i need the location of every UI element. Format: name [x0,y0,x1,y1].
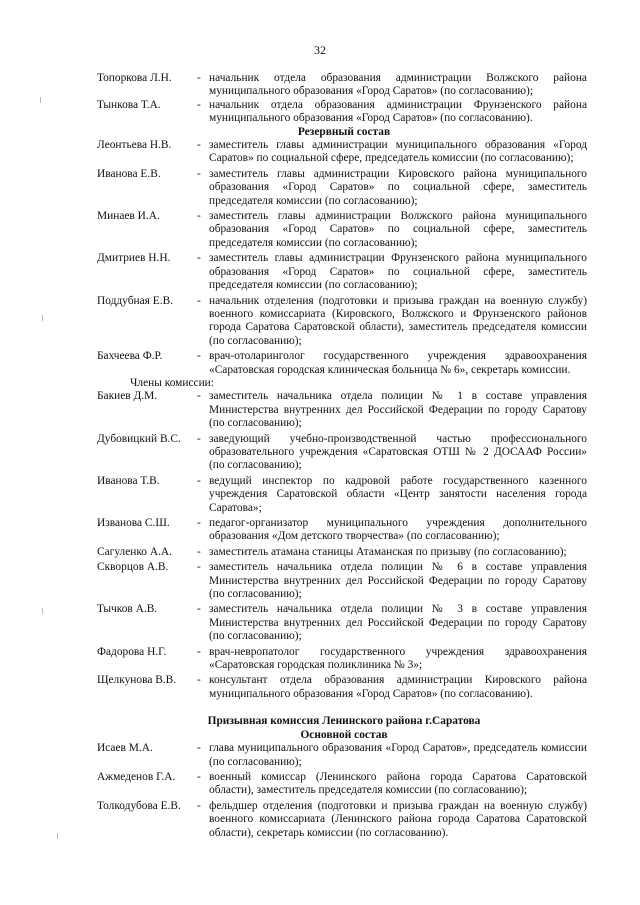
member-position: консультант отдела образования администрации Кировского района муниципального образования «Город Саратов» (по согласованию). [209,674,587,700]
reserve-heading: Резервный состав [297,125,391,138]
list-item [97,517,587,544]
member-position: военный комиссар (Ленинского района города Саратова Саратовской области), заместитель председателя комиссии (по согласованию); [209,770,587,797]
list-item [97,295,587,349]
list-item [97,350,587,377]
dash: - [197,517,201,529]
member-position: заместитель начальника отдела полиции № 6 в составе управления Министерства внутренних дел Российской Федерации по городу Саратову (по согласованию); [209,561,587,601]
dash: - [197,545,201,558]
member-name: Минаев И.А. [97,210,160,223]
list-item [97,561,587,601]
dash: - [197,390,201,403]
scan-mark [42,315,43,321]
member-name: Щелкунова В.В. [97,674,177,687]
member-position: начальник отдела образования администрации Фрунзенского района муниципального образования «Город Саратов» (по согласованию). [209,98,587,125]
commission-list [97,72,587,840]
dash: - [197,350,201,363]
list-item [97,390,587,430]
member-position: заместитель начальника отдела полиции № 3 в составе управления Министерства внутренних дел Российской Федерации по городу Саратову (по согласованию); [209,603,587,643]
page-number: 32 [314,43,326,57]
member-name: Поддубная Е.В. [97,294,174,307]
member-name: Фадорова Н.Г. [97,645,167,658]
list-item [97,475,587,515]
list-item [97,771,587,798]
member-name: Иванова Т.В. [97,474,160,487]
list-item [97,72,587,99]
list-item [97,800,587,840]
list-item [97,603,587,643]
member-name: Тычков А.В. [97,603,158,616]
dash: - [197,72,201,84]
member-name: Ажмеденов Г.А. [97,770,176,783]
member-name: Бахчеева Ф.Р. [97,350,163,363]
main-heading: Основной состав [300,728,388,741]
member-position: глава муниципального образования «Город Саратов», председатель комиссии (по согласованию); [209,742,587,768]
dash: - [197,432,201,445]
list-item [97,546,587,559]
dash: - [197,770,201,783]
member-name: Иванова Е.В. [97,167,161,180]
member-position: фельдшер отделения (подготовки и призыва граждан на военную службу) военного комиссариата (Ленинского района города Саратова Саратовской области), секретарь комиссии (по согласованию). [209,799,587,839]
reserve-entries [97,139,587,377]
member-name: Дубовицкий В.С. [97,432,181,445]
list-item [97,252,587,292]
top-entries [97,72,587,126]
main-entries [97,742,587,840]
member-name: Тынкова Т.А. [97,98,161,111]
dash: - [197,252,201,265]
commission-heading: Призывная комиссия Ленинского района г.Саратова [207,715,481,728]
member-position: заведующий учебно-производственной частью профессионального образовательного учреждения «Саратовская ОТШ № 2 ДОСААФ России» (по согласованию); [209,432,587,472]
dash: - [197,210,201,223]
member-position: заместитель главы администрации Фрунзенского района муниципального образования «Город Саратов» по социальной сфере, заместитель председателя комиссии (по согласованию); [209,252,587,292]
member-position: заместитель главы администрации Кировского района муниципального образования «Город Саратов» по социальной сфере, заместитель председателя комиссии (по согласованию); [209,167,587,207]
member-name: Леонтьева Н.В. [97,139,172,152]
member-position: заместитель начальника отдела полиции № 1 в составе управления Министерства внутренних дел Российской Федерации по городу Саратову (по согласованию); [209,390,587,430]
dash: - [197,294,201,307]
member-name: Изванова С.Ш. [97,517,170,529]
list-item [97,139,587,166]
member-position: ведущий инспектор по кадровой работе государственного казенного учреждения Саратовской области «Центр занятости населения города Саратова»; [209,474,587,514]
member-name: Исаев М.А. [97,742,153,755]
member-name: Дмитриев Н.Н. [97,252,171,265]
member-position: врач-невропатолог государственного учреждения здравоохранения «Саратовская городская поликлиника № 3»; [209,645,587,672]
list-item [97,168,587,208]
dash: - [197,167,201,180]
list-item [97,646,587,673]
dash: - [197,645,201,658]
scan-mark [40,97,41,103]
dash: - [197,603,201,616]
dash: - [197,674,201,687]
dash: - [197,98,201,111]
list-item [97,433,587,473]
members-label: Члены комиссии: [130,376,214,389]
dash: - [197,742,201,755]
member-position: заместитель главы администрации Волжского района муниципального образования «Город Саратов» по социальной сфере, заместитель председателя комиссии (по согласованию); [209,210,587,249]
list-item [97,99,587,126]
member-name: Топоркова Л.Н. [97,72,172,84]
list-item [97,742,587,769]
member-position: врач-отоларинголог государственного учреждения здравоохранения «Саратовская городская клиническая больница № 6», секретарь комиссии. [209,350,587,376]
member-position: заместитель атамана станицы Атаманская по призыву (по согласованию); [209,545,567,558]
dash: - [197,474,201,487]
member-entries [97,390,587,701]
dash: - [197,561,201,574]
dash: - [197,799,201,812]
member-position: заместитель главы администрации муниципального образования «Город Саратов» по социальной сфере, председатель комиссии (по согласованию); [209,139,587,165]
member-position: педагог-организатор муниципального учреждения дополнительного образования «Дом детского творчества» (по согласованию); [209,517,587,543]
member-name: Бакиев Д.М. [97,390,158,403]
scan-mark [57,833,58,839]
scan-mark [42,608,43,614]
member-name: Скворцов А.В. [97,561,169,574]
member-position: начальник отдела образования администрации Волжского района муниципального образования «Город Саратов» (по согласованию); [209,72,587,98]
dash: - [197,139,201,152]
member-position: начальник отделения (подготовки и призыва граждан на военную службу) военного комиссариата (Кировского, Волжского и Фрунзенского районов города Саратова Саратовской области), заместитель председателя комиссии (по согласованию); [209,294,587,347]
member-name: Толкодубова Е.В. [97,799,181,812]
member-name: Сагуленко А.А. [97,545,173,558]
list-item [97,210,587,250]
list-item [97,674,587,701]
